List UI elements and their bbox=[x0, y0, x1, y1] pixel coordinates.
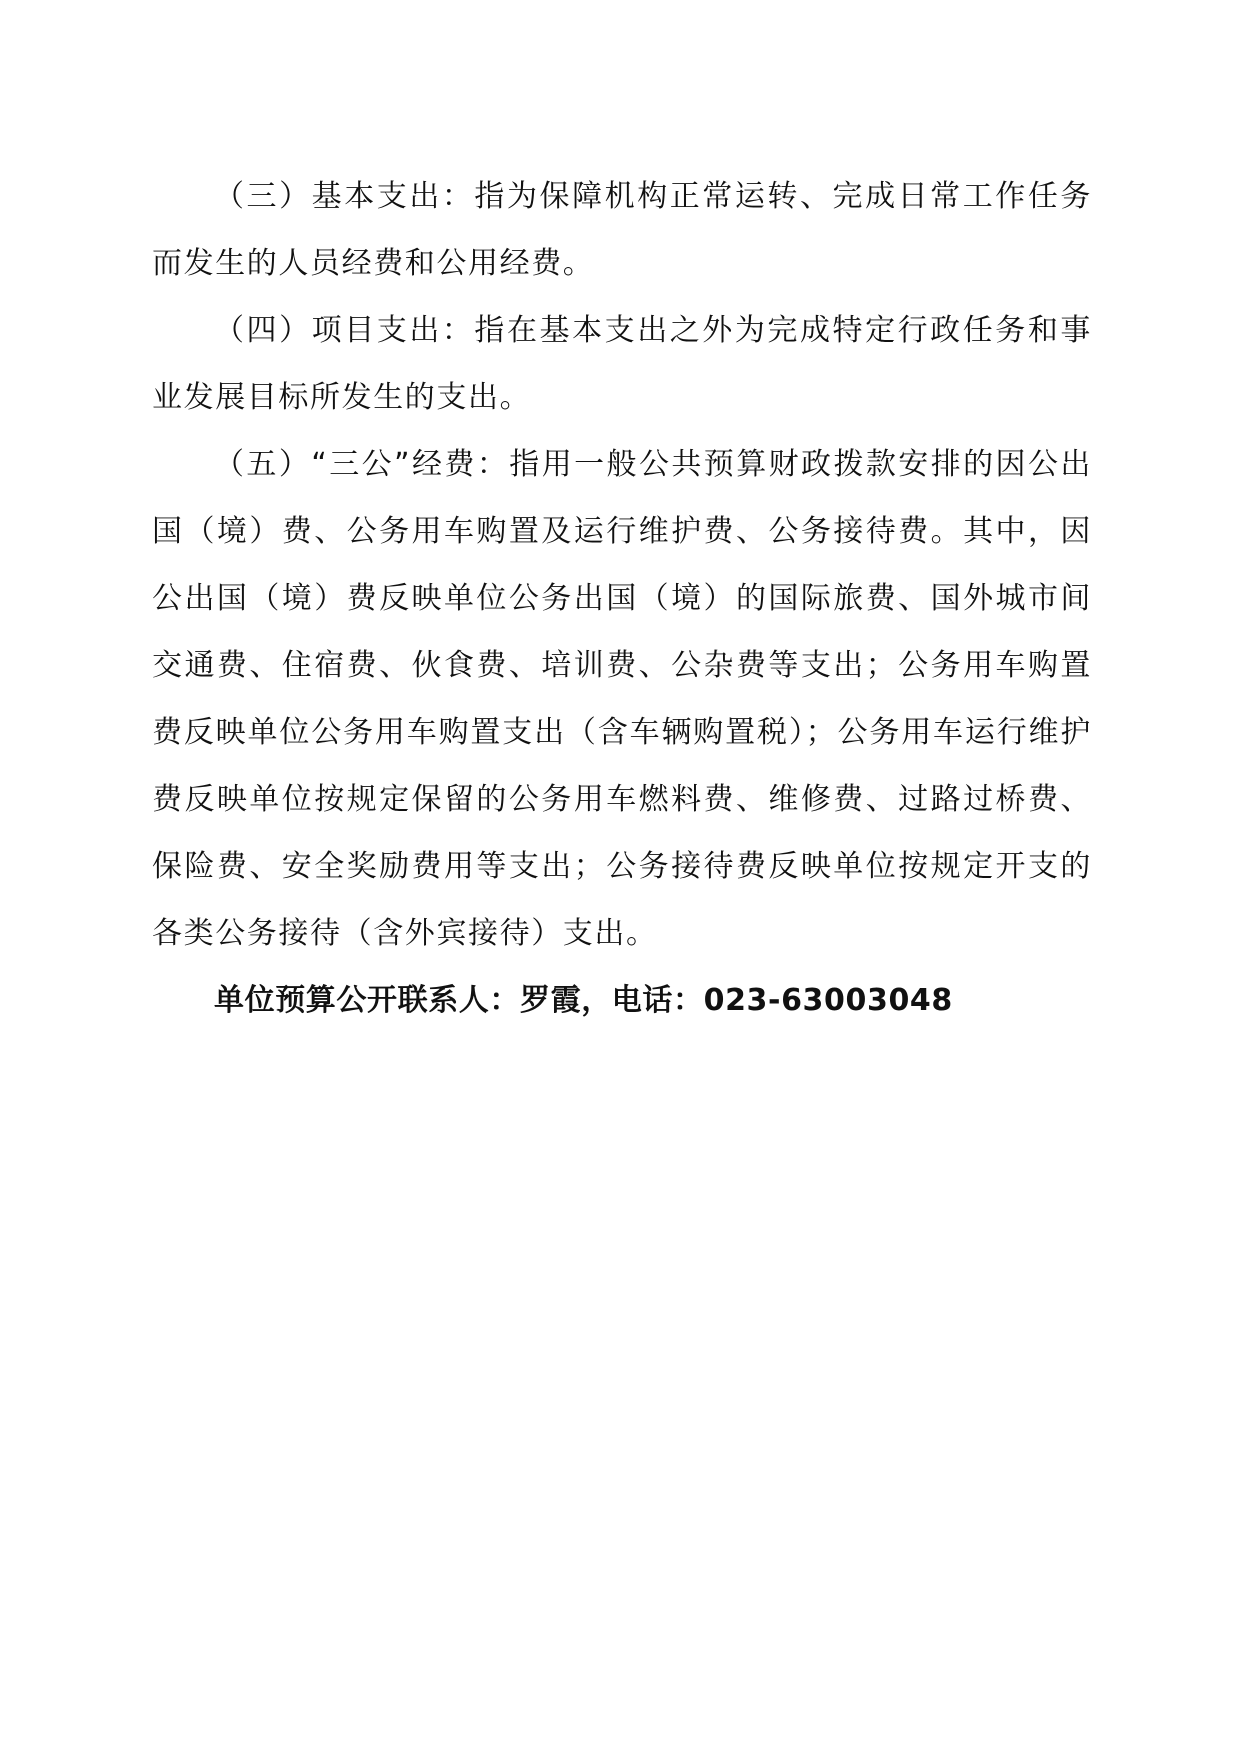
contact-line: 单位预算公开联系人：罗霞，电话：023-63003048 bbox=[214, 983, 953, 1018]
paragraph-project-expenditure: （四）项目支出：指在基本支出之外为完成特定行政任务和事业发展目标所发生的支出。 bbox=[152, 313, 1092, 415]
document-body bbox=[152, 163, 1092, 1034]
paragraph-basic-expenditure: （三）基本支出：指为保障机构正常运转、完成日常工作任务而发生的人员经费和公用经费。 bbox=[152, 179, 1092, 281]
paragraph-three-public-expenses: （五）“三公”经费：指用一般公共预算财政拨款安排的因公出国（境）费、公务用车购置及运行维护费、公务接待费。其中，因公出国（境）费反映单位公务出国（境）的国际旅费、国外城市间交通费、住宿费、伙食费、培训费、公杂费等支出；公务用车购置费反映单位公务用车购置支出（含车辆购置税）；公务用车运行维护费反映单位按规定保留的公务用车燃料费、维修费、过路过桥费、保险费、安全奖励费用等支出；公务接待费反映单位按规定开支的各类公务接待（含外宾接待）支出。 bbox=[152, 447, 1092, 951]
